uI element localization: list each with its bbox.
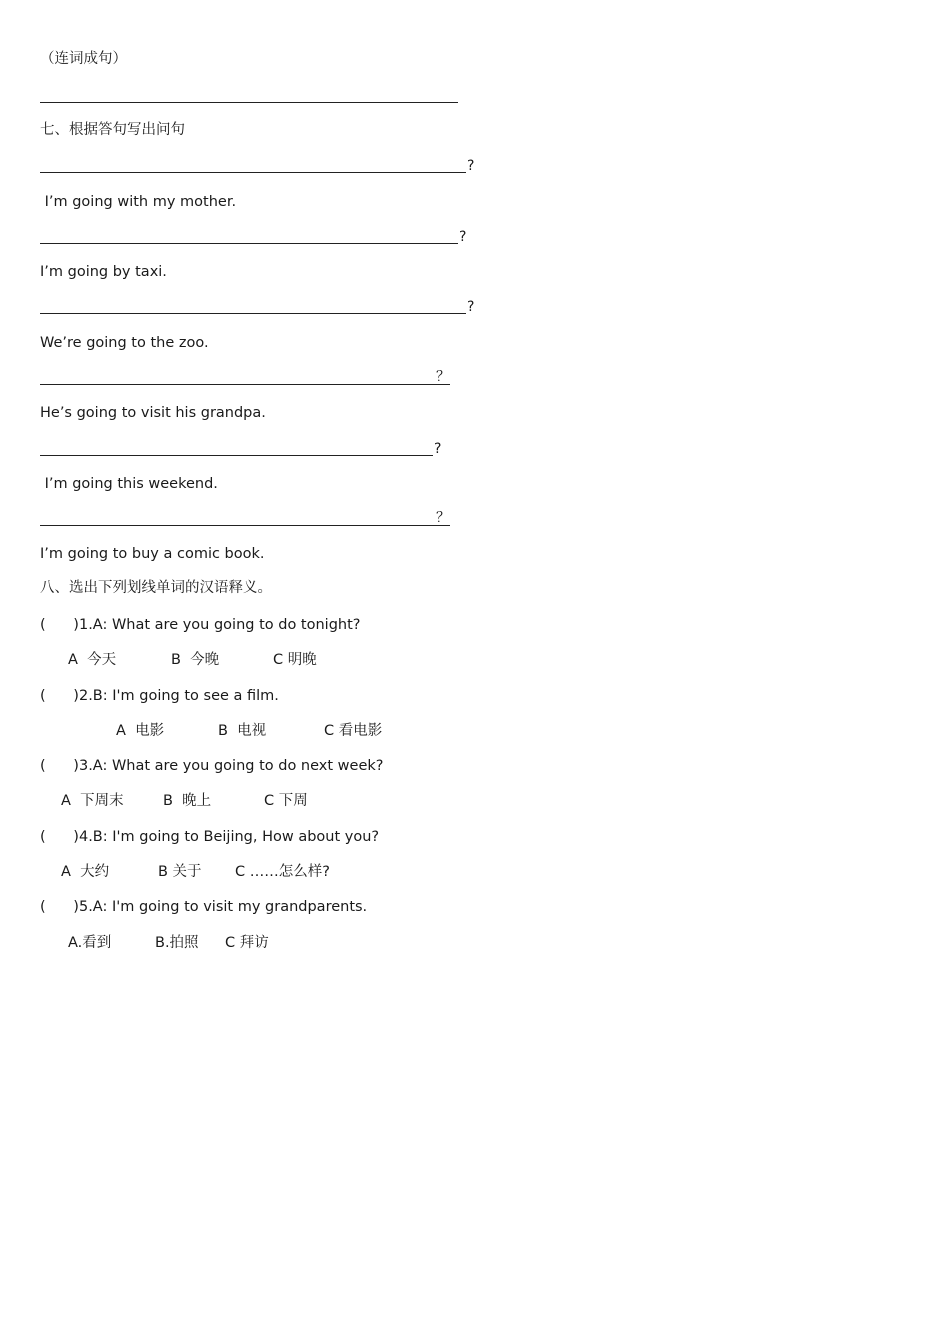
option-4a[interactable]: A 大约: [61, 864, 110, 880]
option-2c[interactable]: C 看电影: [324, 723, 383, 739]
answer-line[interactable]: [40, 102, 458, 103]
answer-sentence-5: I’m going this weekend.: [40, 476, 218, 492]
answer-line-5[interactable]: [40, 455, 433, 456]
question-2: ( )2.B: I'm going to see a film.: [40, 688, 279, 704]
answer-line-4[interactable]: [40, 384, 450, 385]
answer-line-2[interactable]: [40, 243, 458, 244]
answer-sentence-3: We’re going to the zoo.: [40, 335, 209, 351]
instruction-note: （连词成句）: [40, 51, 127, 67]
answer-sentence-4: He’s going to visit his grandpa.: [40, 405, 266, 421]
question-mark: ？: [436, 369, 450, 385]
option-4c[interactable]: C ……怎么样?: [235, 864, 330, 880]
option-3c[interactable]: C 下周: [264, 793, 308, 809]
question-5: ( )5.A: I'm going to visit my grandparents.: [40, 899, 368, 915]
question-1: ( )1.A: What are you going to do tonight?: [40, 617, 361, 633]
question-mark: ?: [459, 229, 467, 245]
answer-sentence-2: I’m going by taxi.: [40, 264, 167, 280]
question-mark: ?: [434, 441, 442, 457]
question-mark: ？: [436, 510, 450, 526]
question-4: ( )4.B: I'm going to Beijing, How about you?: [40, 829, 380, 845]
answer-line-6[interactable]: [40, 525, 450, 526]
answer-sentence-6: I’m going to buy a comic book.: [40, 546, 265, 562]
option-1a[interactable]: A 今天: [68, 652, 117, 668]
option-3a[interactable]: A 下周末: [61, 793, 124, 809]
option-2b[interactable]: B 电视: [218, 723, 267, 739]
answer-line-3[interactable]: [40, 313, 466, 314]
option-4b[interactable]: B 关于: [158, 864, 202, 880]
section-7-title: 七、根据答句写出问句: [40, 122, 185, 138]
question-mark: ?: [467, 299, 475, 315]
option-1c[interactable]: C 明晚: [273, 652, 317, 668]
option-2a[interactable]: A 电影: [116, 723, 165, 739]
option-1b[interactable]: B 今晚: [171, 652, 220, 668]
option-5a[interactable]: A.看到: [68, 935, 112, 951]
section-8-title: 八、选出下列划线单词的汉语释义。: [40, 580, 272, 596]
question-3: ( )3.A: What are you going to do next week?: [40, 758, 384, 774]
question-mark: ?: [467, 158, 475, 174]
option-5c[interactable]: C 拜访: [225, 935, 269, 951]
answer-sentence-1: I’m going with my mother.: [40, 194, 237, 210]
answer-line-1[interactable]: [40, 172, 466, 173]
option-3b[interactable]: B 晚上: [163, 793, 212, 809]
option-5b[interactable]: B.拍照: [155, 935, 199, 951]
